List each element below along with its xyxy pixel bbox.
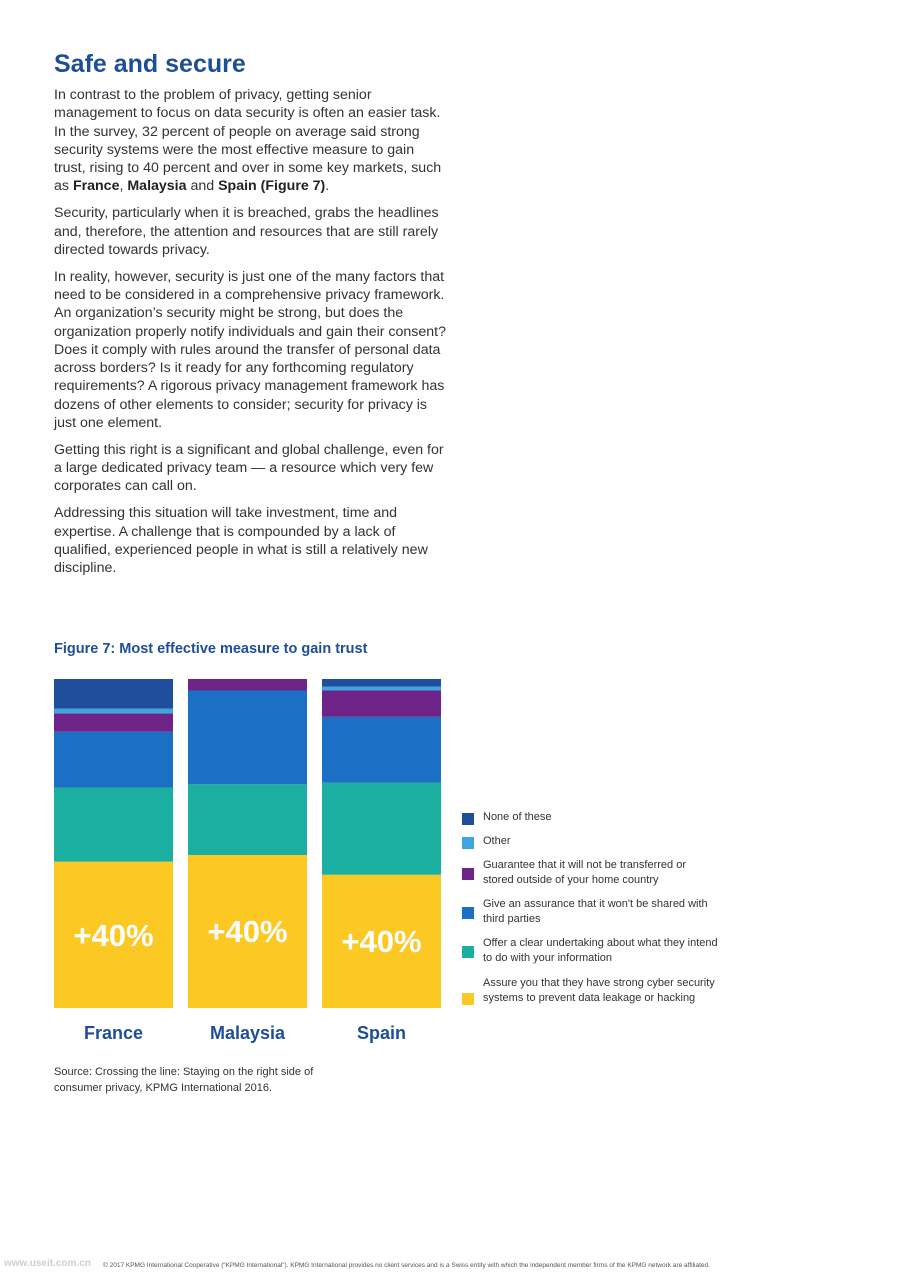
category-label-malaysia: Malaysia [209,1023,286,1043]
bar-value-label-france: +40% [73,918,154,953]
legend-label: Guarantee that it will not be transferred or stored outside of your home country [483,859,686,887]
source-note: Source: Crossing the line: Staying on the right side of consumer privacy, KPMG International 2016. [54,1066,314,1094]
legend-swatch [462,868,474,880]
bar-segment-spain-3 [322,691,441,717]
legend-label: Assure you that they have strong cyber security systems to prevent data leakage or hacking [483,977,715,1005]
legend-swatch [462,813,474,825]
bar-segment-spain-4 [322,687,441,691]
bold-france: France [72,178,120,195]
legend-swatch [462,837,474,849]
stacked-bar-chart [0,660,460,1060]
watermark: www.useit.com.cn [4,1258,91,1269]
bar-segment-france-3 [54,714,173,732]
bar-segment-spain-2 [322,717,441,783]
paragraph-5: Addressing this situation will take investment, time and expertise. A challenge that is compounded by a lack of qualified, experienced people in what is still a relatively new discipline. [54,505,428,577]
page-heading: Safe and secure [54,50,246,78]
copyright-footer: © 2017 KPMG International Cooperative (“KPMG International”). KPMG International provides no client services and is a Swiss entity with which the independent member firms of the KPMG network are affiliated. [103,1262,710,1269]
bold-malaysia: Malaysia [127,178,187,195]
paragraph-1-text: In contrast to the problem of privacy, getting senior management to focus on data security is often an easier task. In the survey, 32 percent of people on average said strong security systems were the most effective measure to gain trust, rising to 40 percent and over in some key markets, such as [54,87,442,195]
bar-segment-spain-5 [322,679,441,687]
bar-segment-malaysia-3 [188,679,307,691]
figure-title: Figure 7: Most effective measure to gain trust [54,641,368,657]
paragraph-1-sep2: and [186,178,219,195]
bar-segment-france-5 [54,679,173,709]
bar-segment-malaysia-1 [188,784,307,855]
bar-segment-france-2 [54,732,173,788]
category-label-spain: Spain [356,1023,407,1043]
bar-value-label-spain: +40% [341,924,422,959]
paragraph-2: Security, particularly when it is breached, grabs the headlines and, therefore, the attention and resources that are still rarely directed towards privacy. [54,205,439,258]
bar-value-label-malaysia: +40% [207,914,288,949]
bar-segment-malaysia-2 [188,691,307,785]
paragraph-1-end: . [325,178,330,195]
paragraph-4: Getting this right is a significant and global challenge, even for a large dedicated privacy team — a resource which very few corporates can call on. [54,441,444,495]
paragraph-1-sep1: , [119,178,128,195]
legend-swatch [462,907,474,919]
paragraph-3: In reality, however, security is just one of the many factors that need to be considered in a comprehensive privacy framework. An organization’s security might be strong, but does the organization properly notify individuals and gain their consent? Does it comply with rules around the transfer of personal data across borders? Is it ready for any forthcoming regulatory requirements? A rigorous privacy management framework has dozens of other elements to consider; security for privacy is just one element. [54,268,446,432]
bar-segment-france-4 [54,709,173,714]
legend-swatch [462,993,474,1005]
legend-swatch [462,946,474,958]
body-text [54,86,449,586]
legend-label: Give an assurance that it won't be shared with third parties [483,898,708,926]
bold-spain-figure-ref: Spain (Figure 7) [218,178,326,195]
bar-segment-france-1 [54,788,173,862]
legend-label: None of these [483,811,552,823]
category-label-france: France [83,1023,144,1043]
legend-label: Offer a clear undertaking about what they intend to do with your information [483,937,718,965]
paragraph-1 [54,86,449,196]
bar-segment-spain-1 [322,783,441,875]
legend-label: Other [483,835,511,847]
